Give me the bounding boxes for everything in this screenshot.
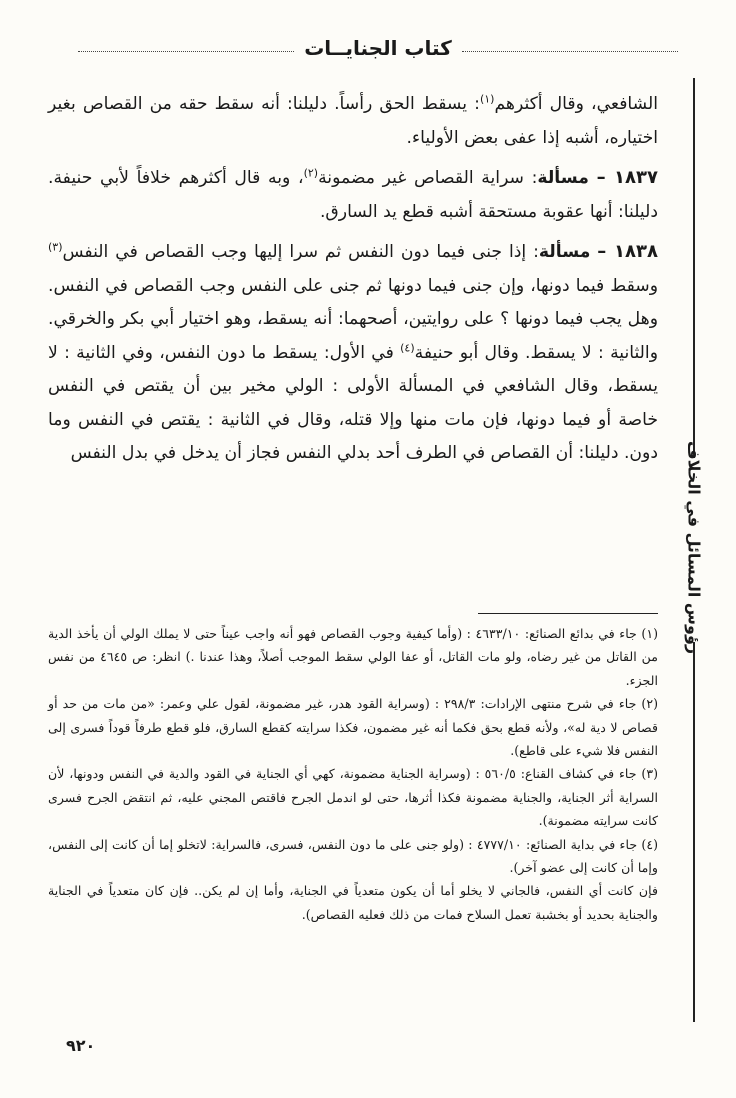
issue-label: مسألة	[537, 168, 589, 188]
footnote-divider	[478, 613, 658, 614]
footnotes	[48, 622, 658, 926]
page-number: ٩٢٠	[66, 1036, 96, 1055]
book-side-title: رؤوس المسائل في الخلاف	[684, 441, 704, 655]
issue-label: مسألة	[538, 242, 591, 262]
paragraph-continuation: الشافعي، وقال أكثرهم$^{(١)}$: يسقط الحق رأساً. دليلنا: أنه سقط حقه من القصاص بغير اختياره، أشبه إذا عفى بعض الأولياء.	[48, 92, 658, 148]
footnote-4: (٤) جاء في بداية الصنائع: ٤٧٧٧/١٠ : (ولو جنى على ما دون النفس، فسرى، فالسراية: لاتخلو إما أن كانت إلى النفس، وإما أن كانت إلى عضو آخر).	[48, 836, 658, 876]
footnote-ref-2[interactable]: (٢)	[303, 166, 319, 180]
footnote-3: (٣) جاء في كشاف القناع: ٥٦٠/٥ : (وسراية الجناية مضمونة، كهي أي الجناية في القود والدية في النفس ودونها، لأن السراية أثر الجناية، والجناية مضمونة فكذا أثرها، حتى لو اندمل الجرح فاقتص المجني عليه، ثم انتقض الجرح فسرى كانت سرايته مضمونة).	[48, 766, 658, 829]
footnote-1: (١) جاء في بدائع الصنائع: ٤٦٣٣/١٠ : (وأما كيفية وجوب القصاص فهو أنه واجب عيناً حتى لا يملك الولي أن يأخذ الدية من القاتل من غير رضاه، ولو مات القاتل، أو عفا الولي سقط الموجب أصلاً، وهذا عندنا .) انظر: ص ٤٦٤٥ من نفس الجزء.	[48, 626, 658, 688]
footnote-ref-4[interactable]: (٤)	[400, 340, 415, 354]
main-text	[48, 88, 658, 477]
side-rule-bottom	[693, 642, 695, 1022]
header-rule-right	[462, 51, 678, 52]
footnote-2: (٢) جاء في شرح منتهى الإرادات: ٢٩٨/٣ : (وسراية القود هدر، غير مضمونة، لقول علي وعمر: «من مات من حد أو قصاص لا دية له»، ولأنه قطع بحق فكما أنه غير مضمون، فكذا سرايته كقطع السارق، فلو قطع طرفاً قوداً فسرى إلى النفس فلا شيء على قاطع).	[48, 696, 659, 759]
issue-1837: ١٨٣٧ – مسألة: سراية القصاص غير مضمونة$^{(٢)}$، وبه قال أكثرهم خلافاً لأبي حنيفة. دليلنا: أنها عقوبة مستحقة أشبه قطع يد السارق.	[48, 166, 658, 222]
footnote-ref-1[interactable]: (١)	[479, 92, 495, 106]
issue-number: ١٨٣٧ –	[596, 167, 658, 188]
issue-1838: ١٨٣٨ – مسألة: إذا جنى فيما دون النفس ثم سرا إليها وجب القصاص في النفس$^{(٣)}$ وسقط فيما دونها، وإن جنى فيما دونها ثم جنى على النفس وجب القصاص في النفس. وهل يجب فيما دونها ؟ على روايتين، أصحهما: أنه يسقط، وهو اختيار أبي بكر والخرقي. والثانية : لا يسقط. وقال أبو حنيفة$^{(٤)}$ في الأول: يسقط ما دون النفس، وفي الثانية : لا يسقط، وقال الشافعي في المسألة الأولى : الولي مخير بين أن يقتص في النفس خاصة أو فيما دونها، فإن مات منها وإلا قتله، وقال في الثانية : يقتص في النفس وما دون. دليلنا: أن القصاص في الطرف أحد بدلي النفس فجاز أن يدخل في بدل النفس	[48, 240, 658, 463]
running-header	[78, 35, 678, 61]
issue-number: ١٨٣٨ –	[597, 241, 658, 262]
side-rule-top	[693, 78, 695, 458]
footnote-4-continued: فإن كانت أي النفس، فالجاني لا يخلو أما أن يكون متعدياً في الجناية، وأما إن لم يكن.. فإن كان متعدياً في الجناية والجناية بحديد أو بخشبة تعمل السلاح فمات من ذلك فعليه القصاص).	[48, 883, 658, 922]
header-rule-left	[78, 51, 294, 52]
page-title: كتاب الجنايــات	[304, 36, 452, 60]
footnote-ref-3[interactable]: (٣)	[48, 240, 63, 254]
